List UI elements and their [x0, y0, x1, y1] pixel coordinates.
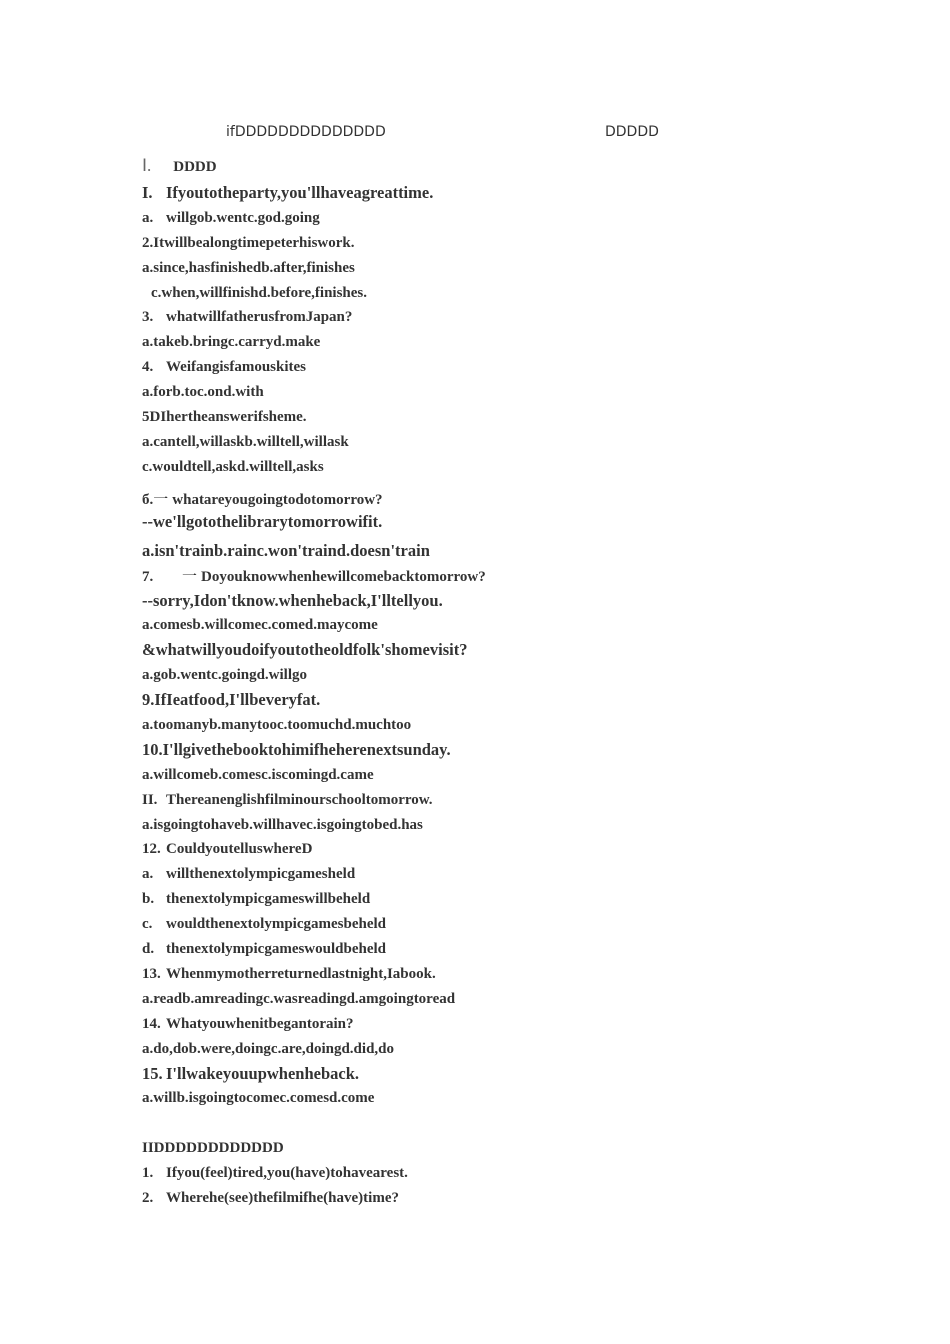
line-text: Ifyoutotheparty,you'llhaveagreattime.: [166, 183, 434, 202]
line-text: Whatyouwhenitbegantorain?: [166, 1015, 354, 1032]
option-line: a.since,hasfinishedb.after,finishes: [142, 259, 355, 276]
option-line: a.willb.isgoingtocomec.comesd.come: [142, 1090, 375, 1107]
dash-mark: 一: [182, 566, 198, 585]
dash-mark: 一: [153, 489, 169, 508]
line-text: CouldyoutelluswhereD: [166, 841, 313, 858]
line-text: wouldthenextolympicgamesbeheld: [166, 916, 387, 933]
question-line: 5DIhertheanswerifsheme.: [142, 409, 307, 426]
line-number: b.: [142, 891, 155, 908]
line-number: 14.: [142, 1015, 161, 1032]
question-list: [142, 181, 822, 1211]
dialogue-line: --we'llgotothelibrarytomorrowifit.: [142, 511, 383, 531]
line-number: 2.: [142, 1189, 154, 1206]
question-line: [142, 1012, 822, 1037]
line-text: thenextolympicgameswillbeheld: [166, 891, 371, 908]
question-line: [142, 1062, 822, 1087]
line-number: 13.: [142, 965, 161, 982]
option-line: a.cantell,willaskb.willtell,willask: [142, 433, 349, 450]
question-line: 10.I'llgivethebooktohimifheherenextsunday.: [142, 739, 451, 759]
line-text: whatareyougoingtodotomorrow?: [172, 491, 383, 508]
line-number: 12.: [142, 841, 161, 858]
line-text: Wherehe(see)thefilmifhe(have)time?: [166, 1189, 399, 1206]
question-line: [142, 480, 822, 510]
line-text: Doyouknowwhenhewillcomebacktomorrow?: [201, 568, 486, 585]
option-line: a.isgoingtohaveb.willhavec.isgoingtobed.has: [142, 816, 423, 833]
option-line: c.when,willfinishd.before,finishes.: [151, 284, 367, 301]
question-line: [142, 788, 822, 813]
line-number: б.: [142, 491, 154, 508]
line-text: thenextolympicgameswouldbeheld: [166, 941, 387, 958]
option-line: c.wouldtell,askd.willtell,asks: [142, 458, 324, 475]
question-line: 9.IfIeatfood,I'llbeveryfat.: [142, 690, 321, 710]
question-line: [142, 1186, 822, 1211]
line-text: willgob.wentc.god.going: [166, 209, 320, 226]
line-number: a.: [142, 209, 154, 226]
section-title: DDDD: [173, 159, 217, 175]
line-number: 4.: [142, 359, 154, 376]
question-line: &whatwillyoudoifyoutotheoldfolk'shomevisit?: [142, 640, 468, 660]
question-line: [142, 962, 822, 987]
section-roman-numeral: Ⅰ.: [142, 156, 152, 175]
line-number: 3.: [142, 309, 154, 326]
line-number: I.: [142, 183, 153, 202]
option-line: a.willcomeb.comesc.iscomingd.came: [142, 766, 374, 783]
option-line: [142, 912, 822, 937]
line-number: 1.: [142, 1165, 154, 1182]
option-line: [142, 887, 822, 912]
line-number: 15.: [142, 1063, 163, 1083]
option-line: a.gob.wentc.goingd.willgo: [142, 667, 308, 684]
section-heading: [142, 156, 217, 176]
line-number: d.: [142, 941, 155, 958]
line-text: whatwillfatherusfromJapan?: [166, 309, 353, 326]
header-right: DDDDD: [605, 124, 659, 140]
question-line: 2.Itwillbealongtimepeterhiswork.: [142, 234, 355, 251]
option-line: a.readb.amreadingc.wasreadingd.amgoingtoread: [142, 990, 456, 1007]
option-line: a.isn'trainb.rainc.won'traind.doesn'train: [142, 540, 430, 560]
option-line: [142, 937, 822, 962]
line-text: willthenextolympicgamesheld: [166, 866, 356, 883]
option-line: a.forb.toc.ond.with: [142, 384, 264, 401]
line-text: Thereanenglishfilminourschooltomorrow.: [166, 791, 433, 808]
line-text: Whenmymotherreturnedlastnight,Iabook.: [166, 965, 436, 982]
question-line: [142, 837, 822, 862]
option-line: [142, 206, 822, 231]
question-line: [142, 564, 822, 589]
line-text: Weifangisfamouskites: [166, 359, 307, 376]
section-heading-2: IIDDDDDDDDDDDD: [142, 1140, 284, 1157]
question-line: [142, 355, 822, 380]
line-text: I'llwakeyouupwhenheback.: [166, 1063, 360, 1083]
option-line: [142, 862, 822, 887]
question-line: [142, 305, 822, 330]
line-number: a.: [142, 866, 154, 883]
question-line: [142, 1161, 822, 1186]
line-number: 7.: [142, 568, 154, 585]
option-line: a.comesb.willcomec.comed.maycome: [142, 617, 378, 634]
option-line: a.do,dob.were,doingc.are,doingd.did,do: [142, 1040, 395, 1057]
line-number: II.: [142, 791, 158, 808]
line-number: c.: [142, 916, 153, 933]
line-text: Ifyou(feel)tired,you(have)tohavearest.: [166, 1165, 408, 1182]
option-line: a.takeb.bringc.carryd.make: [142, 334, 321, 351]
dialogue-line: --sorry,Idon'tknow.whenheback,I'lltellyou.: [142, 590, 443, 610]
question-line: [142, 181, 822, 206]
option-line: a.toomanyb.manytooc.toomuchd.muchtoo: [142, 717, 412, 734]
header-left: ifDDDDDDDDDDDDDD: [226, 124, 386, 140]
